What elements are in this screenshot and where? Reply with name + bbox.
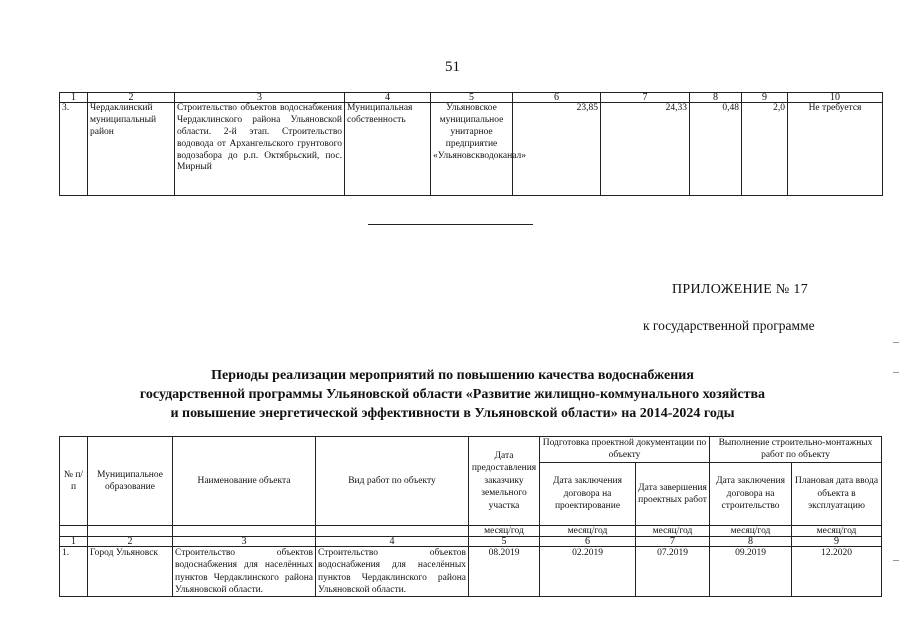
column-number: 9 <box>742 93 788 103</box>
header-design-contract: Дата заключения договора на проектирование <box>540 462 636 525</box>
column-number: 2 <box>88 93 175 103</box>
main-table <box>59 436 882 597</box>
column-number: 8 <box>710 537 792 547</box>
value-cell: 2,0 <box>742 103 788 196</box>
land-date-cell: 08.2019 <box>469 547 540 597</box>
appendix-subtitle: к государственной программе <box>643 318 815 333</box>
municipality-cell: Чердаклинский муниципальный район <box>88 103 175 196</box>
column-number: 4 <box>345 93 431 103</box>
column-number: 10 <box>788 93 883 103</box>
document-title-line: Периоды реализации мероприятий по повышению качества водоснабжения <box>211 368 694 383</box>
header-land-date: Дата предоставления заказчику земельного участка <box>469 437 540 526</box>
operator-cell: Ульяновское муниципальное унитарное предприятие «Ульяновскводоканал» <box>431 103 513 196</box>
top-table-column-numbers <box>60 93 883 103</box>
column-number: 3 <box>175 93 345 103</box>
row-number: 3. <box>60 103 88 196</box>
unit-label: месяц/год <box>540 526 636 537</box>
header-row <box>60 437 882 463</box>
main-table-column-numbers <box>60 537 882 547</box>
column-number: 1 <box>60 93 88 103</box>
column-number: 6 <box>513 93 601 103</box>
document-title-line: государственной программы Ульяновской области «Развитие жилищно-коммунального хозяйства <box>139 387 766 402</box>
margin-mark <box>893 372 899 373</box>
header-commissioning: Плановая дата ввода объекта в эксплуатацию <box>792 462 882 525</box>
value-cell: 0,48 <box>690 103 742 196</box>
margin-mark <box>893 342 899 343</box>
column-number: 6 <box>540 537 636 547</box>
ownership-cell: Муниципальная собственность <box>345 103 431 196</box>
header-object-name: Наименование объекта <box>173 437 316 526</box>
value-cell: 23,85 <box>513 103 601 196</box>
construction-contract-cell: 09.2019 <box>710 547 792 597</box>
page-number: 51 <box>445 59 460 75</box>
table-row <box>60 547 882 597</box>
work-type-cell: Строительство объектов водоснабжения для населённых пунктов Чердаклинского района Ульяновской области. <box>316 547 469 597</box>
unit-label: месяц/год <box>710 526 792 537</box>
object-name-cell: Строительство объектов водоснабжения для населённых пунктов Чердаклинского района Ульяновской области. <box>173 547 316 597</box>
top-table <box>59 92 883 196</box>
column-number: 3 <box>173 537 316 547</box>
table-row <box>60 103 883 196</box>
design-end-cell: 07.2019 <box>636 547 710 597</box>
column-number: 9 <box>792 537 882 547</box>
design-contract-cell: 02.2019 <box>540 547 636 597</box>
header-design-group: Подготовка проектной документации по объекту <box>540 437 710 463</box>
header-design-end: Дата завершения проектных работ <box>636 462 710 525</box>
municipality-cell: Город Ульяновск <box>88 547 173 597</box>
unit-row <box>60 526 882 537</box>
column-number: 5 <box>469 537 540 547</box>
unit-label: месяц/год <box>469 526 540 537</box>
unit-label: месяц/год <box>636 526 710 537</box>
column-number: 1 <box>60 537 88 547</box>
header-work-type: Вид работ по объекту <box>316 437 469 526</box>
header-municipality: Муниципальное образование <box>88 437 173 526</box>
appendix-title: ПРИЛОЖЕНИЕ № 17 <box>672 282 808 297</box>
value-cell: 24,33 <box>601 103 690 196</box>
commissioning-cell: 12.2020 <box>792 547 882 597</box>
column-number: 7 <box>636 537 710 547</box>
header-construction-group: Выполнение строительно-монтажных работ по объекту <box>710 437 882 463</box>
header-construction-contract: Дата заключения договора на строительство <box>710 462 792 525</box>
object-cell: Строительство объектов водоснабжения Чердаклинского района Ульяновской области. 2-й этап. Строительство водовода от Архангельского грунтового водозабора до р.п. Октябрьский, пос. Мирный <box>175 103 345 196</box>
document-title <box>0 366 905 423</box>
header-num: № п/п <box>60 437 88 526</box>
unit-label: месяц/год <box>792 526 882 537</box>
column-number: 2 <box>88 537 173 547</box>
row-number: 1. <box>60 547 88 597</box>
column-number: 5 <box>431 93 513 103</box>
column-number: 4 <box>316 537 469 547</box>
note-cell: Не требуется <box>788 103 883 196</box>
column-number: 8 <box>690 93 742 103</box>
section-divider <box>368 224 533 225</box>
margin-mark <box>893 560 899 561</box>
column-number: 7 <box>601 93 690 103</box>
document-title-line: и повышение энергетической эффективности в Ульяновской области» на 2014-2024 годы <box>170 406 735 421</box>
